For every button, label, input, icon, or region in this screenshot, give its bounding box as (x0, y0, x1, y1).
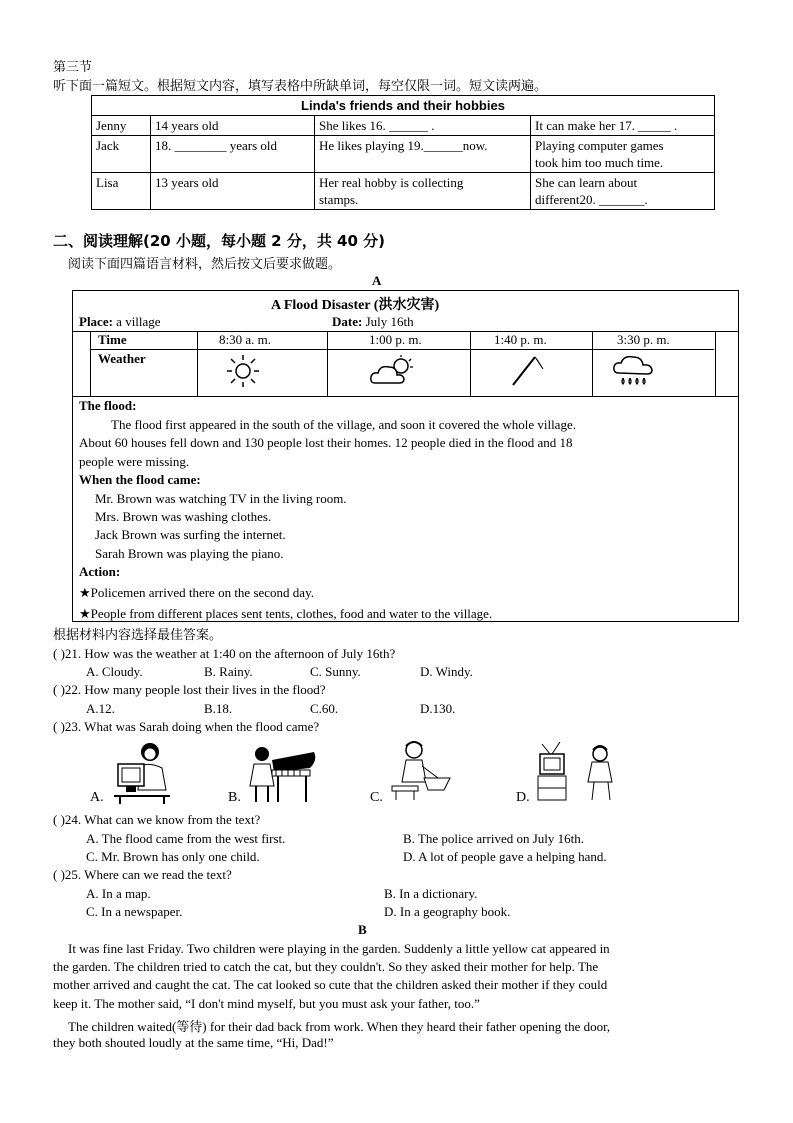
divider (197, 331, 198, 396)
divider (73, 396, 738, 397)
piano-girl-image (244, 740, 320, 804)
rain-icon (611, 353, 657, 389)
choose-instruction: 根据材料内容选择最佳答案。 (53, 628, 223, 643)
tv-girl-image (534, 740, 620, 804)
time-label: Time (98, 332, 127, 347)
option-b[interactable]: B. The police arrived on July 16th. (403, 831, 585, 846)
flood-label: The flood: (79, 398, 137, 413)
listening-instruction: 听下面一篇短文。根据短文内容，填写表格中所缺单词，每空仅限一词。短文读两遍。 (53, 79, 548, 94)
option-a[interactable]: A. (90, 790, 104, 805)
option-b[interactable]: B. In a dictionary. (384, 886, 478, 901)
passage-b-line: It was fine last Friday. Two children were playing in the garden. Suddenly a little yellow cat appeared in (68, 941, 610, 956)
cell-hobby-line: Her real hobby is collecting (319, 175, 464, 190)
option-a[interactable]: A.12. (86, 701, 115, 716)
cell-hobby (315, 173, 531, 210)
windy-icon (509, 351, 549, 389)
date-line (332, 314, 414, 330)
question-22: ( )22. How many people lost their lives in the flood? (53, 682, 326, 697)
when-item: Jack Brown was surfing the internet. (95, 527, 286, 542)
washing-girl-image (386, 738, 456, 802)
divider (90, 331, 91, 396)
section-title: 第三节 (53, 60, 93, 75)
table-row (92, 116, 715, 136)
flood-text: About 60 houses fell down and 130 people lost their homes. 12 people died in the flood and 18 (79, 435, 573, 450)
option-c[interactable]: C. (370, 790, 383, 805)
option-b[interactable]: B. Rainy. (204, 664, 253, 679)
time-value: 3:30 p. m. (617, 332, 670, 347)
option-d[interactable]: D. Windy. (420, 664, 473, 679)
passage-b-line: keep it. The mother said, “I don't mind myself, but you must ask your father, too.” (53, 996, 480, 1011)
cell-hobby-line: stamps. (319, 192, 359, 207)
cell-name: Jenny (92, 116, 151, 136)
time-value: 1:40 p. m. (494, 332, 547, 347)
time-value: 8:30 a. m. (219, 332, 271, 347)
option-b[interactable]: B. (228, 790, 241, 805)
computer-girl-image (110, 740, 176, 804)
time-value: 1:00 p. m. (369, 332, 422, 347)
when-item: Mrs. Brown was washing clothes. (95, 509, 272, 524)
option-d[interactable]: D. A lot of people gave a helping hand. (403, 849, 607, 864)
divider (715, 331, 716, 396)
cell-name: Jack (92, 136, 151, 173)
option-a[interactable]: A. In a map. (86, 886, 151, 901)
flood-title: A Flood Disaster (洪水灾害) (271, 298, 440, 313)
divider (470, 331, 471, 396)
option-a[interactable]: A. The flood came from the west first. (86, 831, 286, 846)
table-title: Linda's friends and their hobbies (92, 96, 715, 116)
hobbies-table (91, 95, 715, 210)
cell-age: 14 years old (151, 116, 315, 136)
date-value: July 16th (365, 314, 414, 329)
option-d[interactable]: D. In a geography book. (384, 904, 511, 919)
place-line (79, 314, 161, 330)
option-d[interactable]: D.130. (420, 701, 456, 716)
action-item: ★People from different places sent tents, clothes, food and water to the village. (79, 606, 493, 621)
action-label: Action: (79, 564, 121, 579)
option-a[interactable]: A. Cloudy. (86, 664, 143, 679)
action-item: ★Policemen arrived there on the second day. (79, 585, 314, 600)
passage-label-b: B (358, 922, 367, 937)
when-item: Mr. Brown was watching TV in the living room. (95, 491, 347, 506)
passage-b-line: the garden. The children tried to catch the cat, but they couldn't. So they asked their mother for help. The (53, 959, 599, 974)
cell-name: Lisa (92, 173, 151, 210)
option-c[interactable]: C. Sunny. (310, 664, 361, 679)
passage-label-a: A (372, 273, 382, 288)
reading-heading: 二、阅读理解(20 小题，每小题 2 分，共 40 分) (53, 232, 386, 250)
question-23: ( )23. What was Sarah doing when the flood came? (53, 719, 320, 734)
table-row (92, 173, 715, 210)
passage-b-line: The children waited(等待) for their dad back from work. When they heard their father opening the door, (68, 1019, 611, 1034)
question-21: ( )21. How was the weather at 1:40 on the afternoon of July 16th? (53, 646, 396, 661)
option-b[interactable]: B.18. (204, 701, 233, 716)
cell-age: 18. ________ years old (151, 136, 315, 173)
passage-b-line: they both shouted loudly at the same time, “Hi, Dad!” (53, 1035, 334, 1050)
flood-text: people were missing. (79, 454, 190, 469)
divider (90, 349, 714, 350)
cell-detail-line: Playing computer games (535, 138, 664, 153)
cell-hobby: He likes playing 19.______now. (315, 136, 531, 173)
reading-instruction: 阅读下面四篇语言材料，然后按文后要求做题。 (68, 257, 342, 272)
sun-icon (225, 353, 261, 389)
place-label: Place: (79, 314, 113, 329)
cell-age: 13 years old (151, 173, 315, 210)
divider (327, 331, 328, 396)
option-d[interactable]: D. (516, 790, 530, 805)
cloudy-icon (369, 355, 417, 387)
when-label: When the flood came: (79, 472, 201, 487)
cell-detail-line: She can learn about (535, 175, 638, 190)
cell-detail (531, 173, 715, 210)
cell-detail: It can make her 17. _____ . (531, 116, 715, 136)
option-c[interactable]: C.60. (310, 701, 339, 716)
table-row (92, 136, 715, 173)
cell-detail-line: different20. _______. (535, 192, 648, 207)
divider (592, 331, 593, 396)
question-25: ( )25. Where can we read the text? (53, 867, 232, 882)
when-item: Sarah Brown was playing the piano. (95, 546, 284, 561)
cell-detail (531, 136, 715, 173)
cell-detail-line: took him too much time. (535, 155, 664, 170)
passage-b-line: mother arrived and caught the cat. The cat looked so cute that the children asked their mother if they could (53, 977, 608, 992)
date-label: Date: (332, 314, 363, 329)
weather-label: Weather (98, 351, 146, 366)
flood-text: The flood first appeared in the south of the village, and soon it covered the whole village. (111, 417, 576, 432)
flood-disaster-box (72, 290, 739, 622)
cell-hobby: She likes 16. ______ . (315, 116, 531, 136)
option-c[interactable]: C. Mr. Brown has only one child. (86, 849, 260, 864)
question-24: ( )24. What can we know from the text? (53, 812, 261, 827)
place-value: a village (116, 314, 161, 329)
option-c[interactable]: C. In a newspaper. (86, 904, 183, 919)
